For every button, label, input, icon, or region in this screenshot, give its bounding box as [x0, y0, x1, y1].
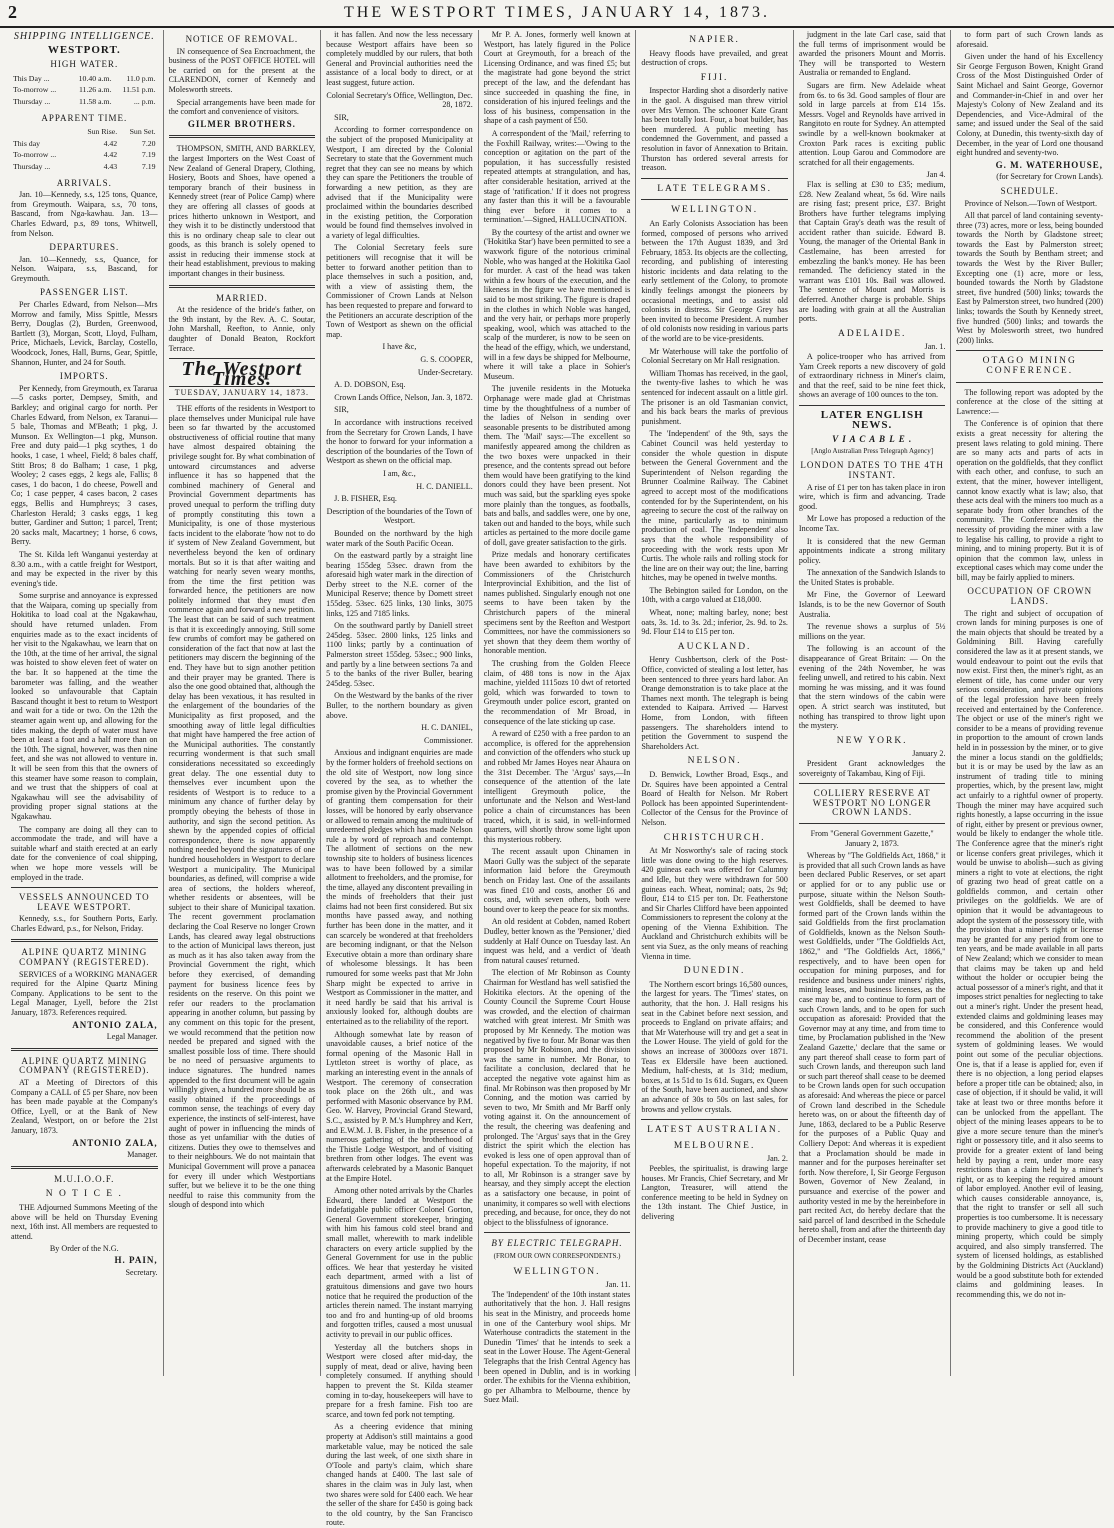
news-paragraph: The recent assault upon Chinamen in Maori Gully was the subject of the separate information laid before the Greymouth bench on Friday last. One of the assailants was fined £10 and costs, another £6 and costs, and, with seven others, both were bound over to keep the peace for six months.	[483, 847, 631, 914]
table-cell: 7.19	[141, 161, 156, 171]
column-1	[6, 30, 164, 1376]
alpine-ad-body: SERVICES of a WORKING MANAGER required for the Alpine Quartz Mining Company. Applications to be sent to the Legal Manager, Lyell, before the 21st January, 1873. References required.	[11, 969, 158, 1018]
boundary-paragraph: On the Westward by the banks of the river Buller, to the northern boundary as given above.	[326, 691, 473, 720]
columns	[6, 30, 1108, 1528]
gazette-reference: From "General Government Gazette," January 2, 1873.	[810, 828, 934, 848]
new-york-body: President Grant acknowledges the sovereignty of Takambau, King of Fiji.	[798, 758, 946, 778]
masthead	[0, 0, 1114, 28]
column-5	[636, 30, 794, 1376]
wellington-paragraph: An Early Colonists Association has been formed, composed of persons who arrived between the 17th August 1839, and 3rd February, 1853. Its objects are the collecting, recording, and publishing of interesting historic incidents and data relating to the early settlement of the Colony, to promote kindly feelings amongst the pioneers by occasional meetings, and to assist old colonists in distress. Sir George Grey has been invited to become President. A number of old colonists now residing in various parts of the world are to be vice-presidents.	[641, 218, 788, 344]
removal-signature: GILMER BROTHERS.	[187, 118, 296, 129]
news-paragraph: As a cheering evidence that mining property at Addison's still maintains a good marketable value, may be noticed the sale during the last week, of one sixth share in O'Toole and party's claim, which share changed hands at £400. The last sale of shares in the claim was in July last, when two shares were sold for £400 each. We hear the seller of the share for £450 is going back to the old country, by the San Francisco route.	[326, 1422, 473, 1528]
telegraph-title: BY ELECTRIC TELEGRAPH.	[491, 1238, 623, 1249]
wellington-title: WELLINGTON.	[513, 1266, 601, 1277]
vessels-title: VESSELS ANNOUNCED TO LEAVE WESTPORT.	[18, 892, 150, 912]
adelaide-title: ADELAIDE.	[837, 328, 907, 339]
new-york-title: NEW YORK.	[836, 735, 908, 746]
divider	[11, 939, 158, 942]
table-cell: ... p.m.	[133, 96, 156, 106]
editorial-dateline: TUESDAY, JANUARY 14, 1873.	[169, 386, 316, 400]
late-telegrams-title: LATE TELEGRAMS.	[657, 183, 772, 194]
colliery-body: Whereas by "The Goldfields Act, 1868," it is provided that all such Crown lands as have been declared Public Reserves, or set apart or applied for or to any public use or purpose, situate within the Nelson South-west Goldfields, shall be deemed to have formed part of the Crown lands within the said Goldfields from the first proclamation of Goldfields, known as the Nelson South-west Goldfields, under "The Goldfields Act, 1862," and "The Goldfields Act, 1866," respectively, and to have been open for occupation for mining purposes, and for residence and business under miners' rights, mining leases, and business licenses, as the case may be, and to continue to form part of such Crown lands, and to be open for such occupation as aforesaid: Provided that the Governor may at any time, and from time to time, by Proclamation published in the 'New Zealand Gazette,' declare that the same or any part thereof shall cease to form part of such Crown lands, and thereupon such land or such part thereof shall cease to be deemed to be Crown lands open for such occupation as aforesaid: And whereas the piece or parcel of Crown land described in the Schedule hereto was, on or about the fifteenth day of June, 1863, declared to be a Public Reserve for the purposes of a Public Quay and Colliery Depot: And whereas it is expedient that a Proclamation should be made in manner and for the purposes hereinafter set forth. Now therefore, I, Sir George Ferguson Bowen, Governor of New Zealand, in pursuance and exercise of the power and authority vested in me by the hereinbefore in part recited Act, do hereby declare that the said parcel of land described in the Schedule hereto shall, from and after the thirteenth day of December instant, cease	[798, 851, 946, 1244]
passenger-list-title: PASSENGER LIST.	[40, 287, 129, 298]
schedule-body: All that parcel of land containing seventy-three (73) acres, more or less, being bounded towards the North by Gladstone street; towards the East by Palmerston street; towards the South by Bentham street; and towards the West by the River Buller; Excepting one (1) acre, more or less, bounded towards the North by Gladstone street, five hundred (500) links; towards the East by Palmerston street, two hundred (200) links; towards the South by Kennedy street, five hundred (500) links; and towards the West by Molesworth street, two hundred (200) links.	[956, 211, 1104, 345]
port-title: WESTPORT.	[47, 43, 121, 56]
wellington-paragraph: Mr Waterhouse will take the portfolio of Colonial Secretary on Mr Hall resignation.	[641, 346, 788, 366]
shipping-section-title: SHIPPING INTELLIGENCE.	[13, 31, 155, 42]
alpine-ad-role: Legal Manager.	[106, 1032, 158, 1042]
boundary-paragraph: On the southward partly by Daniell street 245deg. 53sec. 2800 links, 125 links and 1100 links; partly by a continuation of Palmerston street 155deg. 53sec.; 900 links, and partly by a line between sections 7a and 5 to the banks of the river Buller, bearing 245deg. 53sec.	[326, 621, 473, 688]
correspondence-addressee: J. B. FISHER, Esq.	[334, 494, 397, 504]
napier-body: Heavy floods have prevailed, and great destruction of crops.	[641, 48, 788, 68]
notice-title: N O T I C E .	[45, 1189, 123, 1200]
alpine-call-body: AT a Meeting of Directors of this Company a CALL of £5 per Share, nov been has been made payable at the Company's Office, Lyell, or at the Bank of New Zealand, Westport, on or before the 21st January, 1873.	[11, 1078, 158, 1135]
divider	[11, 887, 158, 888]
london-paragraph: The following is an account of the disappearance of Great Britain: — On the evening of the 24th November, he was feeling unwell, and retired to his cabin. Next morning he was missing, and it was found that the stern windows of the cabin were open. A strict search was instituted, but nothing has transpired to throw light upon the mystery.	[798, 644, 946, 731]
correspondence-addressee: A. D. DOBSON, Esq.	[334, 380, 406, 390]
table-row	[13, 74, 156, 84]
departures-title: DEPARTURES.	[49, 242, 120, 253]
agency-note: [Anglo Australian Press Telegraph Agency]	[811, 446, 934, 455]
lodge-title: M.U.I.O.O.F.	[54, 1173, 115, 1184]
high-water-table	[11, 72, 158, 109]
dunedin-body: The Northern escort brings 16,580 ounces, the largest for years. The 'Times' states, on authority, that the hon. J. Hall resigns his seat in the Cabinet before next session, and proceeds to England on private affairs; and that Mr Waterhouse will try and get a seat in the Lower House. The yield of gold for the shows an increase of 3000ozs over 1871. Teas ex Eldersile have been auctioned. Medium, half-chests, at 1s 31d; medium, boxes, at 1s 51d to 1s 61d. Sugars, ex Queen of the South, have been auctioned, and show an advance of 30s to 50s on last sales, for browns and yellow crystals.	[641, 979, 788, 1114]
wellington-body: The 'Independent' of the 10th instant states authoritatively that the hon. J. Hall resigns his seat in the Ministry, and proceeds home in one of the Canterbury wool ships. Mr Waterhouse contradicts the statement in the Dunedin 'Times' that he intends to seek a seat in the Lower House. The Agent-General Telegraphs that the Irish Central Agency has been opened in Dublin, and is in working order. The exhibits for the Vienna exhibition, go per Alhambra to Melbourne, thence by Suez Mail.	[483, 1289, 631, 1405]
divider	[169, 135, 316, 138]
dunedin-title: DUNEDIN.	[683, 966, 746, 977]
alpine-ad-signature: ANTONIO ZALA,	[72, 1019, 158, 1030]
notice-signature: H. PAIN,	[114, 1254, 158, 1265]
table-header	[13, 127, 73, 137]
notice-body: THE Adjourned Summons Meeting of the above will be held on Thursday Evening next, 16th inst. All members are requested to attend.	[11, 1202, 158, 1241]
imports-text: Per Kennedy, from Greymouth, ex Tararua—5 casks porter, Dempsey, Smith, and Barkley; and original cargo for north. Per Charles Edward, from Nelson, ex Taranui—5 bale, Thomas and M'Beath; 1 pkg, J. Munson. Ex Wellington—1 pkg, Munson. Free and duty paid—1 pkg scythes, 1 do hooks, 1 case, 1 wheel, Field; 8 bales chaff, Stitt Bros; 8 do Balham; 1 case, 1 pkg, Wooley; 2 cases eggs, 2 kegs ale, Fallis; 8 cases, 1 do bacon, 1 do cheese, Powell and Co; 1 case pepper, 4 cases bacon, 2 cases eggs, Bellis and Humphreys; 3 cases, Charleston Herald; 3 casks eggs, 1 keg butter, Gardiner and Sutton; 1 parcel, Trent; 20 sacks malt, Macartney; 1 horse, 6 cows, Berry.	[11, 383, 158, 547]
news-paragraph: Among other noted arrivals by the Charles Edward, there landed at Westport the indefatigable public officer Colonel Gorton, General Government storekeeper, bringing with him his famous cold steel brand and small mallet, wherewith to mark indelible characters on every article supplied by the General Government for use in the public offices. We hear that yesterday he visited each department, armed with a list of gratuitous dimensions and gave two hours notice that he required the production of the articles therein named. The instant marrying too and fro and hunting-up of old brooms and forgotten trifles, caused a most unusual activity to prevail in our public offices.	[326, 1186, 473, 1339]
correspondence-signature: G. S. COOPER,	[420, 355, 473, 364]
sun-table	[11, 125, 158, 173]
wellington-paragraph: The 'Independent' of the 9th, says the Cabinet Council was held yesterday to consider the whole question in dispute between the General Government and the Superintendent of Nelson regarding the Brunner Coalmine Railway. The Cabinet agreed to accept most of the modifications contended for by the Superintendent, on his agreeing to secure the cost of the railway on the mine, particularly as to minimum production of coal. The 'Independent' also says that the whole responsibility of proceeding with the work rests upon Mr Curtis. The whole rails and rolling stock for the line are on their way out; the line, barring hitches, may be opened in twelve months.	[641, 429, 788, 583]
latest-australian-title: LATEST AUSTRALIAN.	[647, 1125, 783, 1136]
divider	[956, 382, 1103, 383]
boundary-title: Description of the boundaries of the Town of Westport.	[326, 506, 473, 526]
nelson-body: D. Benwick, Lowther Broad, Esqs., and Dr. Squires have been appointed a Central Board of Health for Nelson. Mr Robert Pollock has been appointed Superintendent-Collector of the Census for the Province of Nelson.	[641, 769, 788, 827]
divider	[641, 199, 788, 200]
table-cell: 11.0 p.m.	[126, 73, 156, 83]
melbourne-paragraph: Sugars are firm. New Adelaide wheat from 6s. to 6s 3d. Good samples of flour are sold in large parcels at from £14 15s. Messrs. Vogel and Reynolds have arrived in Rangitoto en route for Sydney. An attempted swindle by a well-known bookmaker at Croxton Park races is exciting public attention. Loup Garou and Commodore are scratched for all their engagements.	[798, 80, 946, 167]
divider	[484, 1232, 631, 1233]
auckland-title: AUCKLAND.	[677, 641, 752, 652]
editorial-paragraph: THE efforts of the residents in Westport to place themselves under Municipal rule have been so far thwarted by the accustomed obstructiveness of official routine that many have almost despaired obtaining the privilege sought for. By what combination of untoward circumstances and adverse influence it has so happened that the combined machinery of General and Provincial Government departments has proved unequal to perform the trifling duty of promptly constituting this town a Municipality, is one of those mysterious facts incident to the elaborate 'how not to do it' system of New Zealand Government, but nevertheless beyond the ken of ordinary mortals. But so it is that after waiting and watching for nearly seven weary months, from the time the first petition was forwarded hence, the petitioners are now politely informed that they must d'en commence again and forward a new petition. The least that can be said of such treatment is that it is exceedingly annoying. Still some few crumbs of comfort may be gathered on consideration of the fact that now at last the petitioners may discern the beginning of the end. They have but to sign another petition and their prayer may be granted. There is also the one good obtained that, although the delay has been vexatious, it has resulted in the enlargement of the boundaries of the Municipality as first proposed, and the smoothing away of little legal difficulties that might have hampered the free action of the Municipal authorities. The constantly recurring wonderment is that such small considerations necessitated so exceedingly great delay. The one essential duty to themselves ever incumbent upon the residents of Westport is to reduce to a minimum any chance of further delay by promptly obeying the behests of those in authority, and sign the second petition. As shewn by the appended copies of official correspondence, there is now apparently nothing needed beyond the signatures of one hundred householders in Westport to declare Westport a municipality. The Municipal boundaries, as defined, will comprise a wide area of sections, the holders whereof, whether residents or absentees, will be subject to their share of Municipal taxation. The recent government proclamation declaring the Coal Reserve no longer Crown Lands, has cleared away legal obstructions to the action of Municipal laws thereon, just as much as it has also taken away from the Provincial Government the right, which before they exercised, of demanding payment for business licence fees by residents on the reserve. On this point we refer our readers to the proclamation appearing in another column, but passing by any comment on this topic for the present, we would recommend that the petition now needed be prepared and signed with the smallest possible loss of time. There should be no need of persuasive arguments to induce signatures. The hundred names appended to the first document will be again willingly given, a hundred more should be as easily obtained if the proceedings of common sense, the teachings of every day experience, the instincts of self-interest, have aught of power in influencing the minds of those as yet unfamiliar with the duties of citizens. Duties they owe to themselves and to their neighbours. We do not maintain that Municipal Government will prove a panacea for every ill under which Westportians suffer, but we believe it to be the one thing needful to raise this community from the slough of despond into which	[168, 404, 316, 1210]
news-paragraph: The juvenile residents in the Motueka Orphanage were made glad at Christmas time by the thoughtfulness of a number of the ladies of Nelson in sending over seasonable presents to be distributed among them. The 'Mail' says:—The excellent so manifestly appeared among the children as the two boxes were unpacked in their presence, and the contents spread out before them would have been gratifying to the kind donors could they have been present. Not much was said, but the sparkling eyes spoke more plainly than the tongues, as footballs, bats and balls, and saddles were, one by one, taken out and handed to the boys, while such articles as pertained to the more docile game of doll, gave greater satisfaction to the girls.	[483, 384, 631, 547]
auckland-body: Henry Cushbertson, clerk of the Post-Office, convicted of stealing a lost letter, has been sentenced to three years hard labor. An Orange demonstration is to take place at the Thames next month. The telegraph is being extended to Kaipara. Arrived — Harvest Home, from London, with fifteen passengers. The shareholders intend to petition the Government to suspend the Shareholders Act.	[641, 655, 788, 751]
table-cell: 4.43	[103, 161, 118, 171]
news-paragraph: By the courtesy of the artist and owner we ('Hokitika Star') have been permitted to see a waxwork figure of the notorious criminal Noble, who was hanged at the Hokitika Gaol for murder. A cast of the head was taken within a few hours of the execution, and the likeness in the figure we have mentioned is said to be most striking. The figure is draped in the clothes in which Noble was hanged, and the very hair, or perhaps more properly speaking, wool, which was attached to the scalp of the murderer, is now to be seen on the head of the effigy, which, we understand, will in a few days be shipped for Melbourne, where it will take a place in Sohier's Museum.	[483, 227, 631, 381]
wellington-paragraph: Wheat, none; malting barley, none; best oats, 3s. 1d. to 3s. 2d.; inferior, 2s. 9d. to 2s. 9d. Flour £14 to £15 per ton.	[641, 608, 788, 637]
proclamation-given: Given under the hand of his Excellency Sir George Ferguson Bowen, Knight Grand Cross of the Most Distinguished Order of Saint Michael and Saint George, Governor and Commander-in-Chief in and over her Majesty's Colony of New Zealand and its Dependencies, and Vice-Admiral of the same; and issued under the Seal of the said Colony, at Dunedin, this twenty-sixth day of December, in the year of Lord one thousand eight hundred and seventy-two.	[956, 52, 1104, 158]
wellington-title: WELLINGTON.	[671, 205, 759, 216]
melbourne-title: MELBOURNE.	[673, 1140, 756, 1151]
news-paragraph: A reward of £250 with a free pardon to an accomplice, is offered for the apprehension and conviction of the offenders who stuck up and robbed Mr James Hoyes near Ahaura on the 31st December. The 'Argus' says,—In consequence of the attention of the late intelligent Greymouth police, the unfortunate and the Nelson and West-land police a chain of circumstances has been traced, which, it is said, in well-informed quarters, will shortly throw some light upon this mysterious robbery.	[483, 729, 631, 844]
colliery-reserve-title: COLLIERY RESERVE AT WESTPORT NO LONGER CROWN LANDS.	[812, 788, 932, 818]
correspondence-salutation: SIR,	[334, 112, 349, 122]
alpine-call-signature: ANTONIO ZALA,	[72, 1137, 158, 1148]
divider	[641, 178, 788, 179]
table-cell: To-morrow ...	[13, 85, 57, 95]
table-cell: Thursday ...	[13, 161, 51, 171]
otago-paragraph: The following report was adopted by the conference at the close of the sitting at Lawrence:—	[956, 387, 1104, 416]
telegraph-subtitle: (FROM OUR OWN CORRESPONDENTS.)	[493, 1252, 621, 1261]
adelaide-body: A police-trooper who has arrived from Yam Creek reports a new discovery of gold of extraordinary richness in Miner's claim, and that the reef, said to be nine feet thick, shows an average of 100 ounces to the ton.	[798, 352, 946, 400]
news-paragraph: Mr P. A. Jones, formerly well known at Westport, has lately figured in the Police Court at Greymouth, for a breach of the Licensing Ordinance, and was fined £5; but the magistrate had gone beyond the strict precept of the law, and the defendant has since succeeded in quashing the fine, in consideration of his injured feelings and the loss of his business, compensation in the shape of a cash payment of £50.	[483, 30, 631, 126]
occupation-paragraph: The right and subject of occupation of crown lands for mining purposes is one of the main objects that should be treated by a Goldmining Bill. Having carefully considered the law as it at present stands, we would endeavour to point out the evils that now exist. First then, the miner's right, as an element of title, has come under our very serious consideration, and private opinions of the legal profession have been freely received and entertained by the Conference. The object or use of the miner's right we consider to be a means of providing revenue in proportion to the amount of crown lands held in in possession by the miner, or to give the miner a locus standi on the goldfields; but it is or may be used by the law as an instrument of trading title to mining properties, which, by the present law, might act unfairly to a rightful owner of property. Though the miner may have acquired such rights honestly, a lapse occurring in the issue of right, either by present or previous owner, would be likely to endanger the whole title. The Conference agree that the miner's right or license confers great privileges, which it would be unwise to abolish—such as giving miners a right to vote at elections, the right of grazing two head of great cattle on a goldfields common, and certain other privileges on the goldfields. We are of opinion that it would be advantageous to adopt the system of the possessory title, with the provision that a miner's right or license may be granted for any period from one to ten years, and be made available in all parts of New Zealand; which we consider to mean that claims may be taken up and held without the holder or occupier being the actual possessor of a miner's right, and that it imposes strict penalties for neglecting to take out a miner's right. Under the present head, extended claims and goldmining leases may be considered, and this Conference would recommend the abolition of the present system of goldmining leases. We would point out some of the peculiar objections. One is, that if a lease is applied for, even if there is no objection, a long period elapses before a proper title can be obtained; also, in case of objection, if it should be valid, it will take at least two or three months before it can be unlocked from the appellant. The object of the mining leases appears to be to give a more secure tenure than the miner's right or possessory title, and it also seems to provide for a greater extent of land being held by paying a rent, under more easy restrictions than a claim held by a miner's right, or as to keeping the required amount of labor employed. Another evil of leasing, which causes considerable annoyance, is, that the right to transfer or sell all such properties is too cumbersome. It is necessary to provide machinery to give a good title to mining property, which could be simply acquired, and also simply transferred. The system of licensed holdings, as established by the Goldmining Districts Act (Auckland) would be a good substitute both for extended claims and goldmining leases. In recommending this, we do not in-	[956, 608, 1104, 1299]
table-cell: This day	[13, 138, 41, 148]
otago-paragraph: The Conference is of opinion that there exists a great necessity for altering the present laws relating to gold mining. There are so many acts and parts of acts in operation on the goldfields, that they conflict with each other, and confuse, to such an extent, that the miner, however intelligent, cannot know exactly what is law; also, that these acts deal with the miners too much as a separate body from other branches of the community. The Conference admits the necessity of providing the miner with a law to legalise his calling, to provide a right to mining, and to mining property. But it is of opinion that the common law, unless in exceptional cases which may come under the bill, may be fairly applied to miners.	[956, 419, 1104, 582]
shipping-news-paragraph: Some surprise and annoyance is expressed that the Waipara, coming up specially from Hokitika to load coal at the Ngakawhau, should have returned unladen. From enquiries made as to the exact incidents of her visit to the Ngakawhau, we learn that on the 10th, at the time of her arrival, the signal was hoisted to show eleven feet of water on the bar. It so happened at the time the barometer was falling, and the weather looked so unfavourable that Captain Bascand thought it best to return to Westport and wait for a tide or two. On the 12th the steamer again went up, and allowing for the tides making, the depth of water must have been at least a foot and a half more than on the 10th. The signal, however, was then nine feet, and she was not allowed to venture in. It will be seen from this that the owners of this steamer have some reason to complain, and we trust that the shippers of coal at Ngakawhau will see the advisability of providing proper signal stations at the Ngakawhau.	[11, 591, 158, 821]
news-paragraph: Yesterday all the butchers shops in Westport were closed after mid-day, the supply of meat, dead or alive, having been completely consumed. If anything should happen to prevent the St. Kilda steamer coming in to-day, housekeepers will have to prepare for a fresh famine. Fish too are scarce, and town fed pork not tempting.	[326, 1342, 473, 1419]
london-paragraph: Mr Fine, the Governor of Leeward Islands, is to be the new Governor of South Australia.	[798, 590, 946, 619]
boundary-signature: H. C. DANIEL,	[421, 723, 473, 733]
proclamation-role: (for Secretary for Crown Lands).	[996, 172, 1104, 182]
christchurch-body: At Mr Nosworthy's sale of racing stock little was done owing to the high reserves. 420 guineas each was offered for Calumny and Idle, but they were withdrawn for 500 guineas each. Wheat, nominal; oats, 2s 9d; flour, £14 to £15 per ton. Dr. Featherstone and Sir Charles Clifford have been appointed Commissioners to represent the colony at the opening of the Vienna Exhibition. The Auckland and Christchurch exhibits will be sent via Suez, as the only means of reaching Vienna in time.	[641, 846, 788, 961]
news-paragraph: A correspondent of the 'Mail,' referring to the Foxhill Railway, writes:—'Owing to the conception or agitation on the part of the population, it has successfully resisted repeated attempts at strangulation, and has, after considerable hesitation, arrived at the stage of 'ratification.' If it does not progress any faster than this it will be a favourable thing ever before it comes to a termination.'—Signed, HALLUCINATION.	[483, 128, 631, 225]
table-header-row	[13, 127, 156, 137]
alpine-ad-title: ALPINE QUARTZ MINING COMPANY (REGISTERED).	[19, 947, 150, 968]
boundary-paragraph: On the eastward partly by a straight line bearing 155deg 53sec. drawn from the aforesaid high water mark in the direction of Derby street to the N.E. corner of the Municipal Reserve; thence by Domett street 155deg. 53sec. 625 links, 130 links, 3075 links, 125 and 7185 links.	[326, 551, 473, 618]
divider	[956, 350, 1103, 351]
boundary-paragraph: Bounded on the northward by the high water mark of the South Pacific Ocean.	[326, 528, 473, 548]
column-7	[951, 30, 1108, 1376]
table-cell: 11.26 a.m.	[78, 85, 112, 95]
table-header: Sun Rise.	[87, 127, 118, 137]
table-row	[13, 85, 156, 95]
table-row	[13, 150, 156, 160]
newspaper-title: THE WESTPORT TIMES, JANUARY 14, 1873.	[344, 4, 770, 21]
london-paragraph: Mr Lowe has proposed a reduction of the Income Tax.	[798, 514, 946, 533]
melbourne-body: Peebles, the spiritualist, is drawing large houses. Mr Francis, Chief Secretary, and Mr Langton, Treasurer, will attend the conference meeting to be held in Sydney on the 13th instant. The Chief Justice, in delivering	[641, 1163, 788, 1221]
column-2	[164, 30, 322, 1376]
table-cell: 4.42	[103, 138, 118, 148]
via-cable-title: V I A C A B L E .	[832, 434, 913, 445]
wellington-paragraph: William Thomas has received, in the gaol, the twenty-five lashes to which he was sentenced for indecent assault on a little girl. The prisoner is an old Tasmanian convict, and his back bears the marks of previous punishment.	[641, 368, 788, 426]
divider	[799, 405, 946, 406]
table-cell: 7.19	[141, 150, 156, 160]
divider	[799, 783, 946, 784]
adelaide-date: Jan. 1.	[924, 342, 946, 352]
divider	[11, 1048, 158, 1051]
correspondence-paragraph: The Colonial Secretary feels sure petitioners will recognise that it will be better to forward another petition than to place themselves in such a position, and, with a view of assisting them, the Commissioner of Crown Lands at Nelson has been requested to prepare and forward to the Petitioners an accurate description of the Town of Westport as shewn on the official map.	[326, 243, 473, 339]
arrivals-text: Jan. 10—Kennedy, s.s, 125 tons, Quance, from Greymouth. Waipara, s.s, 70 tons, Bascand, from Nga-kawhau. Jan. 13—Charles Edward, p.s, 89 tons, Whitwell, from Nelson.	[11, 190, 158, 238]
fiji-body: Inspector Harding shot a disorderly native in the gaol. A disguised man threw vitriol over Mrs Vernon. The schooner Kate Grant has been totally lost. Four, a boat builder, has been murdered. A public meeting has condemned the Government, and passed a resolution in favor of Annexation to Britain. Thurston has ordered several arrests for treason.	[641, 86, 788, 173]
boundary-role: Commissioner.	[423, 735, 473, 745]
page-number: 2	[8, 2, 17, 22]
london-paragraph: The revenue shows a surplus of 5½ millions on the year.	[798, 622, 946, 641]
correspondence-closing: I have &c,	[382, 342, 417, 352]
schedule-heading: Province of Nelson.—Town of Westport.	[964, 198, 1098, 208]
married-title: MARRIED.	[215, 292, 268, 303]
alpine-call-role: Manager.	[127, 1150, 158, 1160]
divider	[11, 1166, 158, 1169]
news-paragraph: Although somewhat late by reason of unavoidable causes, a brief notice of the formal opening of the Masonic Hall in Lyttleton street is worthy of place, as marking an interesting event in the annals of Westport. The ceremony of consecration took place on the 26th ult., and was performed with Masonic observance by P.M. Geo. W. Harvey, Provincial Grand Steward, S.C., assisted by P. M.'s Humphrey and Kerr, and E.W.M. J. B. Fisher, in the presence of a numerous gathering of the brotherhood of the Thistle Lodge Westport, and of visiting brethren from other lodges. The event was afterwards celebrated by a Masonic Banquet at the Empire Hotel.	[326, 1029, 473, 1183]
notice-role: Secretary.	[125, 1267, 158, 1277]
correspondence-address: Colonial Secretary's Office, Wellington, Dec. 28, 1872.	[326, 90, 473, 110]
table-cell: 10.40 a.m.	[78, 73, 112, 83]
thompson-ad-body: THOMPSON, SMITH, AND BARKLEY, the largest Importers on the West Coast of New Zealand of General Drapery, Clothing, Hosiery, Boots and Shoes, have opened a temporary branch of their business in Kennedy street (rear of Police Camp) where they are offering all classes of goods at prices hitherto unknown in Westport, and they wish it to be distinctly understood that this is no ordinary cheap sale to clear out goods, as this branch is solely opened to assist in reducing their immense stock at their head establishment, previous to making important changes in their business.	[168, 144, 316, 279]
divider	[799, 823, 946, 824]
schedule-title: SCHEDULE.	[1000, 185, 1059, 196]
otago-conference-title: OTAGO MINING CONFERENCE.	[982, 356, 1077, 376]
new-york-date: January 2.	[912, 749, 946, 759]
melbourne-paragraph: Flax is selling at £30 to £35; medium, £28. New Zealand wheat, 5s 6d. Wire nails are rising fast; present price, £37. Bright Brothers have further telegrams implying that Captain Gray's death was the result of accident rather than suicide. Edward B. Young, the manager of the Oriental Bank in Castlemaine, has been arrested for embezzling the bank's money. He has been remanded. The deficiency stated in the warrant was £101 10s. Bail was allowed. The sentence of Mount and Morris is deferred. Another charge is probable. Ships are loading with grain at all the Australian ports.	[798, 179, 946, 324]
shipping-news-paragraph: The company are doing all they can to accommodate the trade, and will have a suitable wharf and staith erected at an early date for the convenience of coal shipping, when we hope more vessels will be employed in the trade.	[11, 824, 158, 882]
imports-title: IMPORTS.	[59, 371, 109, 382]
vessels-text: Kennedy, s.s., for Southern Ports, Early. Charles Edward, p.s., for Nelson, Friday.	[11, 914, 158, 933]
table-cell: 11.51 p.m.	[122, 85, 156, 95]
proclamation-signature: G. M. WATERHOUSE,	[995, 159, 1104, 170]
correspondence-role: Under-Secretary.	[417, 367, 473, 377]
table-header: Sun Set.	[129, 127, 156, 137]
table-row	[13, 162, 156, 172]
column-3	[321, 30, 479, 1528]
removal-title: NOTICE OF REMOVAL.	[185, 34, 299, 44]
correspondence-signature: H. C. DANIELL.	[416, 481, 473, 491]
napier-title: NAPIER.	[689, 35, 740, 45]
editorial-paper-name: The Westport Times.	[181, 358, 303, 390]
melbourne-date: Jan. 2.	[766, 1154, 788, 1164]
london-paragraph: A rise of £1 per ton has taken place in iron wire, which is firm and advancing. Trade good.	[798, 482, 946, 511]
table-cell: To-morrow ...	[13, 150, 57, 160]
news-paragraph: The crushing from the Golden Fleece claim, of 488 tons is now in the Ajax machine, yielded 1115ozs 10 dwt of retorted gold, which was forwarded to town to Greymouth under police escort, granted on the recommendation of Mr Broad, in consequence of the late sticking up case.	[483, 659, 631, 726]
occupation-title: OCCUPATION OF CROWN LANDS.	[967, 586, 1093, 607]
table-cell: This Day ...	[13, 73, 50, 83]
departures-text: Jan. 10—Kennedy, s.s, Quance, for Nelson. Waipara, s.s, Bascand, for Greymouth.	[11, 254, 158, 283]
shipping-news-paragraph: The St. Kilda left Wanganui yesterday at 8.30 a.m., with a cattle freight for Westport, and may be expected in the river by this evening's tide.	[11, 549, 158, 588]
table-cell: Thursday ...	[13, 96, 51, 106]
column-6	[794, 30, 952, 1376]
table-row	[13, 97, 156, 107]
correspondence-paragraph: it has fallen. And now the less necessary because Westport affairs have been so completely muddled by our rulers, that both General and Provincial authorities need the assistance of a local body to direct, or at least suggest, future action.	[326, 30, 473, 87]
table-cell: 7.20	[141, 138, 156, 148]
removal-body-2: Special arrangements have been made for the comfort and convenience of visitors.	[168, 97, 316, 117]
table-cell: 4.42	[103, 150, 118, 160]
correspondence-address: Crown Lands Office, Nelson, Jan. 3, 1872.	[334, 392, 473, 402]
wellington-paragraph: The Bebington sailed for London, on the 10th, with a cargo valued at £18,000.	[641, 585, 788, 605]
married-body: At the residence of the bride's father, on the 9th instant, by the Rev. A. C. Soutar, John Marshall, Reefton, to Annie, only daughter of Donald Beaton, Rockfort Terrace.	[168, 305, 316, 353]
london-title: LONDON DATES TO THE 4TH INSTANT.	[800, 460, 944, 480]
table-cell: 11.58 a.m.	[78, 96, 112, 106]
alpine-call-title: ALPINE QUARTZ MINING COMPANY (REGISTERED).	[19, 1055, 150, 1076]
news-paragraph: The election of Mr Robinson as County Chairman for Westland has well satisfied the Hokitika electors. At the opening of the County Council the Supreme Court House was crowded, and the election of chairman watched with great interest. Mr Smith was proposed by Mr Kennedy. The motion was negatived by five to four. Mr Bonar was then proposed by Mr Robinson, and the division was the same in number. Mr Bonar, to facilitate a conclusion, declared that he accepted the negative vote against him as final. Mr Robinson was then proposed by Mr Conning, and the motion was carried by seven to two, Mr Smith and Mr Barff only voting against it. On the announcement of the result, the cheering was deafening and prolonged. The 'Argus' says that in the Grey district the spirit which the election has evoked is less one of open approval than of hopeful expectation. To the majority, if not to all, Mr Robinson is a stranger save by hearsay, and they simply accept the election as a satisfactory one because, in point of unanimity, it compares so well with elections preceding, and because, for once, they do not object to the blissfulness of ignorance.	[483, 968, 631, 1227]
fiji-title: FIJI.	[700, 72, 729, 83]
wellington-date: Jan. 11.	[605, 1280, 631, 1290]
correspondence-paragraph: According to former correspondence on the subject of the proposed Municipality at Westport, I am directed by the Colonial Secretary to state that the Government much regret that they can see no means by which they can spare the Petitioners the trouble of forwarding a new petition, as they are advised that if the Municipality were proclaimed within the boundaries described in the existing petition, the Corporation would be found find themselves involved in a variety of legal difficulties.	[326, 125, 473, 240]
london-paragraph: It is considered that the new German appointments indicate a strong military policy.	[798, 536, 946, 565]
passenger-list-text: Per Charles Edward, from Nelson—Mrs Morrow and family, Miss Spittle, Messrs Berry, Douglas (2), Burden, Greenwood, Bartlett (3), Morgan, Scott, Lloyd, Fulham, Price, Michaels, Levick, Barclay, Costello, Woodcock, Jones, Hall, Burns, Gear, Spittle, Shannon, Hunter, and 24 for South.	[11, 300, 158, 367]
correspondence-closing: I am, &c.,	[383, 468, 416, 478]
table-row	[13, 139, 156, 149]
proclamation-continued: to form part of such Crown lands as aforesaid.	[956, 30, 1104, 49]
divider	[641, 1119, 788, 1120]
news-paragraph: An old resident at Cobden, named Robert Dudley, better known as the 'Pensioner,' died suddenly at Half Ounce on Tuesday last. An inquest was held, and a verdict of 'death from natural causes' returned.	[483, 917, 631, 965]
news-paragraph: Prize medals and honorary certificates have been awarded to exhibitors by the Commissioners of the Christchurch Interprovincial Exhibition, and the list of names published. Singularly enough not one seems to have been taken by the Christchurch papers of the mineral specimens sent by the Reefton and Westport Committees, nor have the commissioners so yet shown that they deem them worthy of honorable mention.	[483, 550, 631, 656]
high-water-title: HIGH WATER.	[50, 59, 119, 70]
apparent-time-title: APPARENT TIME.	[41, 112, 128, 123]
divider	[169, 285, 316, 288]
column-4	[479, 30, 637, 1405]
melbourne-date: Jan 4.	[926, 170, 946, 180]
later-english-news-title: LATER ENGLISH NEWS.	[820, 408, 924, 431]
correspondence-paragraph: In accordance with instructions received from the Secretary for Crown Lands, I have the honor to forward for your information a description of the boundaries of the Town of Westport as shewn on the official map.	[326, 417, 473, 466]
notice-by: By Order of the N.G.	[49, 1244, 119, 1254]
correspondence-salutation: SIR,	[334, 405, 349, 415]
london-paragraph: The annexation of the Sandwich Islands to the United States is probable.	[798, 568, 946, 587]
melbourne-continued: judgment in the late Carl case, said that the full terms of imprisonment would be awarded the prisoners Mount and Morris. They will be transported to Western Australia or remanded to England.	[798, 30, 946, 78]
nelson-title: NELSON.	[687, 756, 742, 767]
removal-body: IN consequence of Sea Encroachment, the business of the POST OFFICE HOTEL will be carried on for the present at the CLARENDON, corner of Kennedy and Molesworth streets.	[168, 46, 316, 94]
christchurch-title: CHRISTCHURCH.	[663, 832, 766, 843]
news-paragraph: Anxious and indignant enquiries are made by the former holders of freehold sections on the old site of Westport, now long since covered by the sea, as to whether the promise given by the Provincial Government of granting them compensation for their losses, will be honored by early observance or allowed to remain among the multitude of unredeemed pledges which has made Nelson rule a by word of reproach and contempt. The allotment of sections on the new township site to holders of business licences was to have been followed by a similar allotment to freeholders, and the promise, for the time, allayed any discontent prevailing in the minds of freeholders that their just claims had not been first considered. But six months have passed away, and nothing further has been done in the matter, and it can scarcely be wondered at that freeholders are becoming indignant, or that the Nelson Executive obtain a more than ordinary share of wholesome blessings. It has been rumoured for some weeks past that Mr John Sharp might be expected to arrive in Westport as Commissioner in the matter, and it need hardly be said that his arrival is anxiously looked for, although doubts are entertained as to the reliability of the report.	[326, 748, 473, 1026]
arrivals-title: ARRIVALS.	[56, 177, 112, 188]
